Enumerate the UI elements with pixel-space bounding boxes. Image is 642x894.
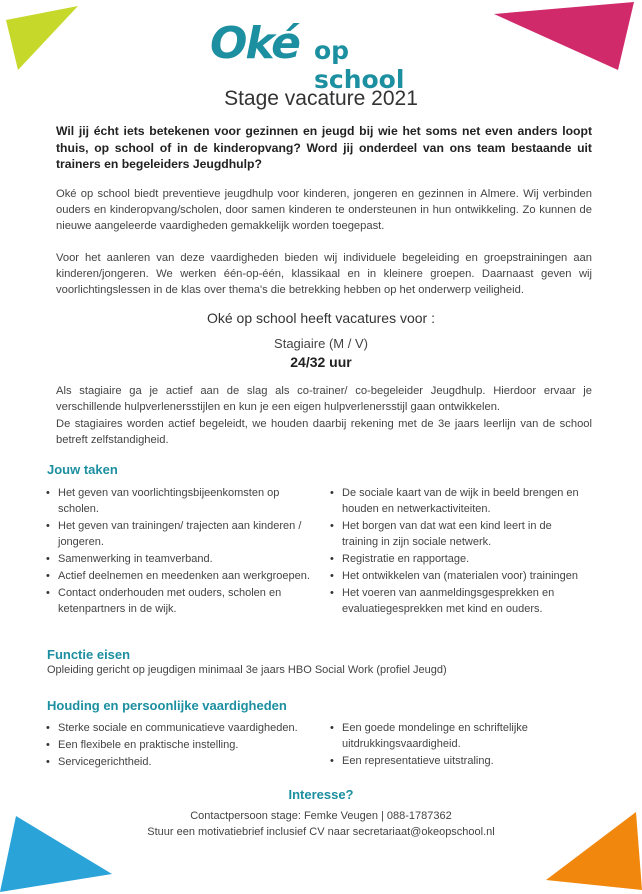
intern-role-paragraph: Als stagiaire ga je actief aan de slag als co-trainer/ co-begeleider Jeugdhulp. Hierdoor ervaar je verschillende hulpverlenersstijlen en kun je een eigen hulpverlenersstijl gaan ontwikkelen. [56,385,592,413]
list-item: • Een flexibele en praktische instelling. [46,737,326,753]
corner-decoration-top-right [492,0,642,72]
logo-brand: Oké [210,18,299,69]
intro-paragraph: Wil jij écht iets betekenen voor gezinnen en jeugd bij wie het soms net even anders loopt thuis, op school of in de kinderopvang? Word jij onderdeel van ons team bestaande uit trainers en begeleiders Jeugdhulp? [56,124,592,171]
list-item: • Het geven van trainingen/ trajecten aan kinderen / jongeren. [46,518,314,550]
list-item: • Het borgen van dat wat een kind leert in de training in zijn sociale netwerk. [330,518,588,550]
tasks-heading: Jouw taken [47,462,118,477]
list-item: • Actief deelnemen en meedenken aan werkgroepen. [46,568,314,584]
vacancies-heading: Oké op school heeft vacatures voor : [206,310,435,326]
skills-list-left [46,720,326,771]
skills-list-right [330,720,588,770]
interest-heading: Interesse? [288,787,354,802]
list-item: • Het geven van voorlichtingsbijeenkomsten op scholen. [46,485,314,517]
vacancy-hours: 24/32 uur [290,354,352,370]
list-item: • Een representatieve uitstraling. [330,753,588,769]
skills-heading: Houding en persoonlijke vaardigheden [47,698,287,713]
requirements-heading: Functie eisen [47,647,131,662]
list-item: • Sterke sociale en communicatieve vaardigheden. [46,720,326,736]
list-item: • De sociale kaart van de wijk in beeld brengen en houden en netwerkactiviteiten. [330,485,588,517]
contact-person-line: Contactpersoon stage: Femke Veugen | 088-1787362 [190,810,452,822]
list-item: • Een goede mondelinge en schriftelijke uitdrukkingsvaardigheid. [330,720,588,752]
corner-decoration-bottom-right [532,810,642,894]
list-item: • Samenwerking in teamverband. [46,551,314,567]
tasks-list-right [330,485,588,618]
tasks-list-left [46,485,314,618]
company-logo [208,18,438,94]
list-item: • Registratie en rapportage. [330,551,588,567]
approach-paragraph: Voor het aanleren van deze vaardigheden bieden wij individuele begeleiding en groepstrainingen aan kinderen/jongeren. We werken één-op-één, klassikaal en in kleinere groepen. Daarnaast geven wij voorlichtingslessen in de klas over thema's die betrekking hebben op het onderwerp veiligheid. [56,252,592,296]
requirements-text: Opleiding gericht op jeugdigen minimaal 3e jaars HBO Social Work (profiel Jeugd) [47,664,447,676]
list-item: • Contact onderhouden met ouders, scholen en ketenpartners in de wijk. [46,585,314,617]
list-item: • Servicegerichtheid. [46,754,326,770]
corner-decoration-top-left [0,0,80,72]
vacancy-role: Stagiaire (M / V) [274,336,368,351]
intern-guidance-paragraph: De stagiaires worden actief begeleidt, we houden daarbij rekening met de 3e jaars leerlijn van de school betreft zelfstandigheid. [56,418,592,446]
document-title: Stage vacature 2021 [224,87,418,110]
about-paragraph: Oké op school biedt preventieve jeugdhulp voor kinderen, jongeren en gezinnen in Almere. Wij verbinden ouders en kinderopvang/scholen, door samen kinderen te ondersteunen in hun ontwikkeling. Zo kunnen de nieuwe aangeleerde vaardigheden gemakkelijk worden toegepast. [56,188,592,232]
list-item: • Het voeren van aanmeldingsgesprekken en evaluatiegesprekken met kind en ouders. [330,585,588,617]
list-item: • Het ontwikkelen van (materialen voor) trainingen [330,568,588,584]
logo-suffix: op school [314,36,405,94]
application-instructions: Stuur een motivatiebrief inclusief CV naar secretariaat@okeopschool.nl [147,826,495,838]
